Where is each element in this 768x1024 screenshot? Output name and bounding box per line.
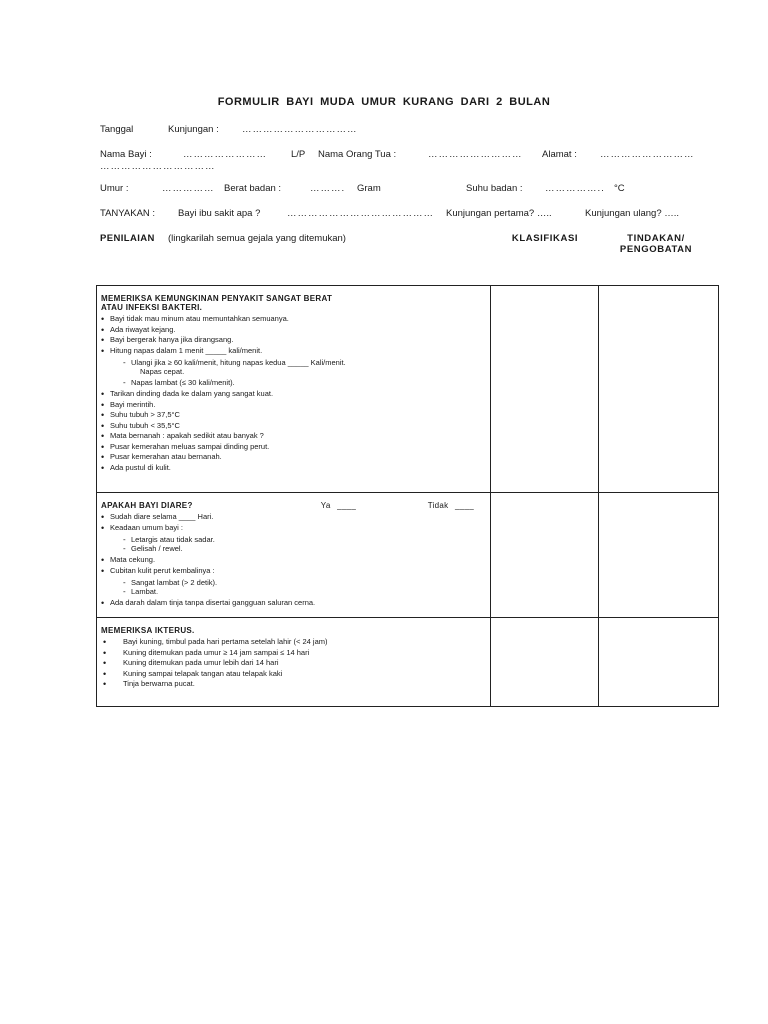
section-row-ikterus [97,618,719,707]
infection-title-2: ATAU INFEKSI BAKTERI. [101,303,203,312]
list-item[interactable]: • Bayi merintih. [101,400,484,411]
infection-section [97,286,491,493]
list-item[interactable]: • Bayi tidak mau minum atau memuntahkan semuanya. [101,314,484,325]
gram-label: Gram [357,183,381,194]
list-item[interactable]: • Bayi bergerak hanya jika dirangsang. [101,335,484,346]
list-item[interactable]: • Hitung napas dalam 1 menit _____ kali/menit. [101,346,484,357]
alamat-label: Alamat : [542,149,577,160]
diare-ya[interactable]: Ya ____ [320,501,357,510]
infection-title-1: MEMERIKSA KEMUNGKINAN PENYAKIT SANGAT BERAT [101,294,333,303]
ikterus-section [97,618,491,707]
nama-bayi-field[interactable]: …………………… [183,149,267,160]
umur-label: Umur : [100,183,129,194]
sub-item[interactable]: - Letargis atau tidak sadar. [101,535,484,544]
klasifikasi-cell-infection[interactable] [491,286,599,493]
section-row-infection [97,286,719,493]
diare-title: APAKAH BAYI DIARE? [101,501,193,510]
ikterus-title: MEMERIKSA IKTERUS. [101,626,195,635]
list-item[interactable]: • Tarikan dinding dada ke dalam yang sangat kuat. [101,389,484,400]
list-item[interactable]: • Pusar kemerahan meluas sampai dinding perut. [101,442,484,453]
list-item[interactable]: • Ada darah dalam tinja tanpa disertai gangguan saluran cerna. [101,598,484,609]
kunjungan-ulang[interactable]: Kunjungan ulang? ….. [585,208,680,219]
tindakan-header [606,233,706,255]
penilaian-note: (lingkarilah semua gejala yang ditemukan) [168,233,346,244]
list-item[interactable]: • Suhu tubuh < 35,5°C [101,421,484,432]
list-item[interactable]: • Kuning ditemukan pada umur lebih dari 14 hari [101,658,484,669]
tanyakan-field[interactable]: …………………………………… [287,208,434,219]
tindakan-header-line2: PENGOBATAN [619,244,693,255]
diare-tidak[interactable]: Tidak ____ [427,501,474,510]
sub-item[interactable]: - Lambat. [101,587,484,596]
berat-label: Berat badan : [224,183,282,194]
celsius-label: °C [614,183,625,194]
list-item[interactable]: • Tinja berwarna pucat. [101,679,484,690]
tindakan-cell-ikterus[interactable] [599,618,719,707]
list-item[interactable]: • Suhu tubuh > 37,5°C [101,410,484,421]
list-item[interactable]: • Mata bernanah : apakah sedikit atau banyak ? [101,431,484,442]
list-item[interactable]: • Keadaan umum bayi : [101,523,484,534]
kunjungan-pertama[interactable]: Kunjungan pertama? ….. [446,208,552,219]
list-item[interactable]: • Cubitan kulit perut kembalinya : [101,566,484,577]
sub-item[interactable]: - Gelisah / rewel. [101,544,484,553]
lp-label: L/P [291,149,306,160]
klasifikasi-header: KLASIFIKASI [511,233,579,244]
list-item[interactable]: • Kuning sampai telapak tangan atau telapak kaki [101,669,484,680]
sub-item[interactable]: - Sangat lambat (> 2 detik). [101,578,484,587]
kunjungan-label: Kunjungan : [168,124,219,135]
sub-item[interactable]: - Napas lambat (≤ 30 kali/menit). [101,378,484,387]
sub-item[interactable]: - Ulangi jika ≥ 60 kali/menit, hitung napas kedua _____ Kali/menit. [101,358,484,367]
diare-title-row [101,501,484,510]
list-item[interactable]: • Bayi kuning, timbul pada hari pertama setelah lahir (< 24 jam) [101,637,484,648]
tindakan-cell-diare[interactable] [599,493,719,618]
tanyakan-question: Bayi ibu sakit apa ? [178,208,261,219]
berat-field[interactable]: ………. [310,183,346,194]
list-item[interactable]: • Sudah diare selama ____ Hari. [101,512,484,523]
nama-bayi-label: Nama Bayi : [100,149,152,160]
suhu-label: Suhu badan : [466,183,523,194]
list-item[interactable]: • Ada riwayat kejang. [101,325,484,336]
tanyakan-label: TANYAKAN : [100,208,156,219]
diare-ya-tidak[interactable] [321,501,484,510]
suhu-field[interactable]: …………….. [545,183,605,194]
assessment-table [96,285,719,707]
klasifikasi-cell-ikterus[interactable] [491,618,599,707]
tindakan-cell-infection[interactable] [599,286,719,493]
list-item[interactable]: • Mata cekung. [101,555,484,566]
kunjungan-field[interactable]: …………………………… [242,124,358,135]
sub-item-continuation: Napas cepat. [140,367,185,376]
klasifikasi-cell-diare[interactable] [491,493,599,618]
form-title: FORMULIR BAYI MUDA UMUR KURANG DARI 2 BULAN [217,96,551,108]
tanggal-label: Tanggal [100,124,134,135]
list-item[interactable]: • Pusar kemerahan atau bernanah. [101,452,484,463]
tindakan-header-line1: TINDAKAN/ [627,233,685,244]
diare-section [97,493,491,618]
alamat-field-2[interactable]: …………………………… [100,161,216,172]
section-row-diare [97,493,719,618]
alamat-field[interactable]: ……………………… [600,149,695,160]
list-item[interactable]: • Ada pustul di kulit. [101,463,484,474]
nama-ortu-label: Nama Orang Tua : [318,149,397,160]
umur-field[interactable]: …………… [162,183,215,194]
penilaian-label: PENILAIAN [100,233,155,244]
list-item[interactable]: • Kuning ditemukan pada umur ≥ 14 jam sampai ≤ 14 hari [101,648,484,659]
nama-ortu-field[interactable]: ……………………… [428,149,523,160]
